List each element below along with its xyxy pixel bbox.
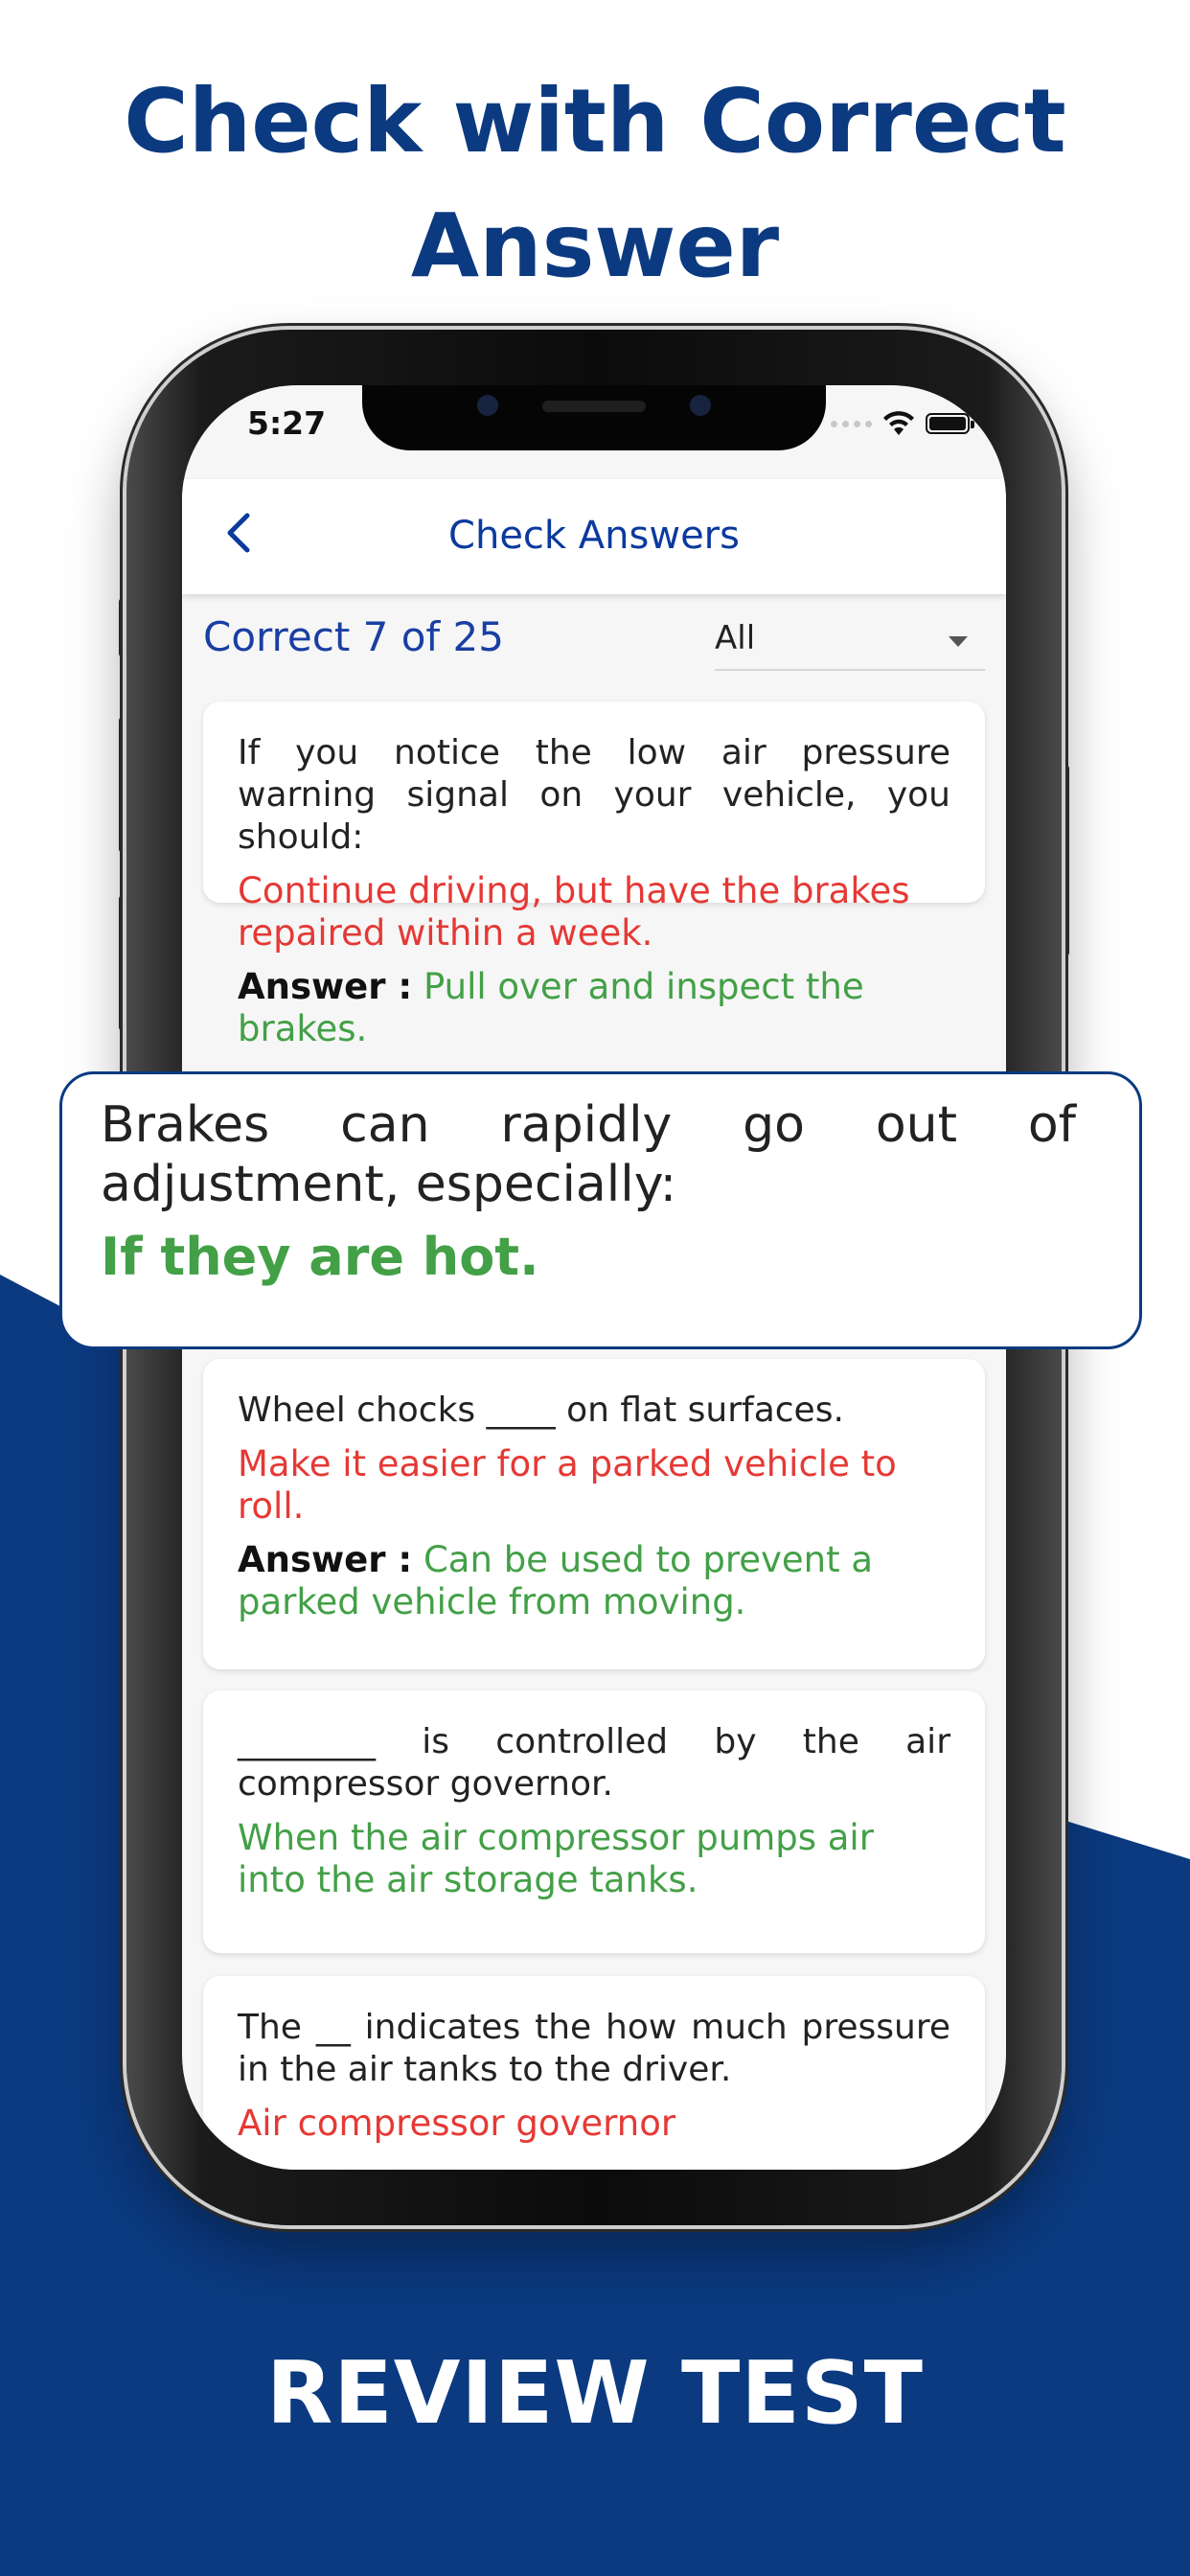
selected-answer-wrong: Continue driving, but have the brakes repaired within a week. [238, 870, 910, 954]
question-text: Wheel chocks ____ on flat surfaces. [238, 1391, 844, 1430]
filter-dropdown[interactable] [715, 611, 985, 671]
headline-line-2: Answer [410, 195, 780, 297]
correct-answer-text: Can be used to prevent a parked vehicle from moving. [238, 1539, 874, 1622]
nav-title: Check Answers [448, 514, 740, 558]
headline [0, 59, 1190, 309]
question-text: ________ is controlled by the air compressor governor. [238, 1722, 950, 1804]
selected-answer-wrong: Air compressor governor [238, 2103, 676, 2144]
status-icons [831, 410, 970, 437]
question-card[interactable] [203, 1690, 985, 1953]
selected-answer-wrong: Make it easier for a parked vehicle to roll. [238, 1443, 897, 1527]
caret-down-icon [949, 636, 968, 647]
highlight-question-popup [59, 1071, 1142, 1349]
correct-answer-text: Pull over and inspect the brakes. [238, 966, 864, 1049]
popup-question: Brakes can rapidly go out of adjustment, especially: [101, 1096, 1076, 1213]
answer-label: Answer : [238, 966, 413, 1007]
earpiece-speaker [542, 401, 646, 412]
battery-icon [926, 413, 970, 434]
score-summary: Correct 7 of 25 [203, 613, 504, 660]
selected-answer-correct: When the air compressor pumps air into the air storage tanks. [238, 1817, 874, 1900]
popup-answer: If they are hot. [101, 1227, 539, 1287]
status-time: 5:27 [247, 404, 327, 442]
headline-line-1: Check with Correct [124, 70, 1066, 172]
question-card[interactable] [203, 1976, 985, 2170]
question-text: If you notice the low air pressure warning signal on your vehicle, you should: [238, 733, 950, 857]
wifi-icon [881, 410, 916, 437]
question-text: The __ indicates the how much pressure in the air tanks to the driver. [238, 2008, 950, 2089]
navigation-bar [182, 479, 1006, 594]
question-card[interactable] [203, 702, 985, 1049]
signal-dots [831, 421, 872, 427]
correct-answer [238, 966, 950, 1050]
footer-title: REVIEW TEST [265, 2343, 925, 2444]
notch [362, 385, 826, 450]
front-camera [477, 395, 498, 416]
answer-label: Answer : [238, 1539, 413, 1580]
front-sensor [690, 395, 711, 416]
question-card[interactable] [203, 1359, 985, 1669]
filter-selected: All [715, 619, 756, 657]
correct-answer [238, 1539, 950, 1623]
